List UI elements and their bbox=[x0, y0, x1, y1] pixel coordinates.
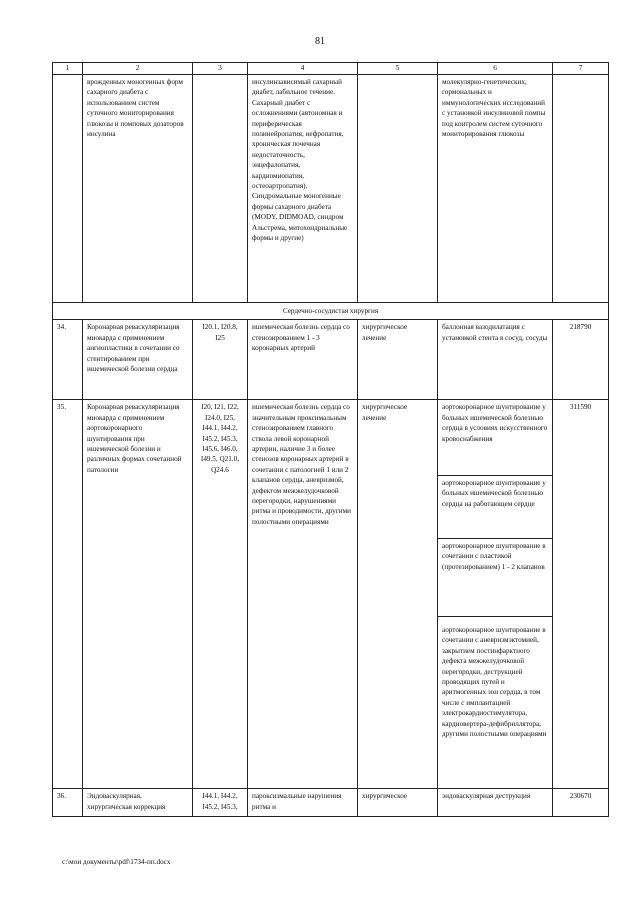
row-codes: I20.1, I20.8, I25 bbox=[193, 320, 248, 400]
cont-codes-cell bbox=[193, 75, 248, 303]
row-treatment: хирургическое bbox=[358, 789, 438, 817]
row-model: пароксизмальные нарушения ритма и bbox=[248, 789, 358, 817]
row-price: 311590 bbox=[553, 400, 609, 789]
row-name: Коронарная реваскуляризация миокарда с применением ангиопластики в сочетании со стентированием при ишемической болезни сердца bbox=[83, 320, 193, 400]
continuation-row bbox=[53, 75, 609, 303]
cont-num-cell bbox=[53, 75, 83, 303]
row-price: 230670 bbox=[553, 789, 609, 817]
row-treatment: хирургическое лечение bbox=[358, 320, 438, 400]
row-number: 35. bbox=[53, 400, 83, 789]
cont-model-cell: инсулинзависимый сахарный диабет, лабильное течение. Сахарный диабет с осложнениями (автономная и периферическая полинейропатия, нефропатия, хроническая почечная недостаточность, энцефалопатия, кардиомиопатия, остеоартропатия). Синдромальные моногенные формы сахарного диабета (MODY, DIDMOAD, синдром Альстрема, митохондриальные формы и другие) bbox=[248, 75, 358, 303]
method-item: аортокоронарное шунтирование у больных ишемической болезнью сердца на работающем сердце bbox=[438, 475, 552, 538]
row-method: баллонная вазодилатация с установкой стента в сосуд, сосуды bbox=[438, 320, 553, 400]
section-title: Сердечно-сосудистая хирургия bbox=[53, 303, 609, 320]
header-cell-6: 6 bbox=[438, 63, 553, 75]
row-codes: I44.1, I44.2, I45.2, I45.3, bbox=[193, 789, 248, 817]
methods-subtable bbox=[438, 400, 552, 788]
cont-methods-cell: молекулярно-генетических, гормональных и иммунологических исследований с установкой инсулиновой помпы под контролем систем суточного мониторирования глюкозы bbox=[438, 75, 553, 303]
cont-treatment-cell bbox=[358, 75, 438, 303]
method-item: аортокоронарное шунтирование в сочетании с пластикой (протезированием) 1 - 2 клапанов bbox=[438, 538, 552, 616]
row-model: ишемическая болезнь сердца со стенозированием 1 - 3 коронарных артерий bbox=[248, 320, 358, 400]
header-cell-7: 7 bbox=[553, 63, 609, 75]
row-name: Эндоваскулярная, хирургическая коррекция bbox=[83, 789, 193, 817]
row-treatment: хирургическое лечение bbox=[358, 400, 438, 789]
main-table bbox=[52, 62, 609, 817]
header-cell-4: 4 bbox=[248, 63, 358, 75]
header-cell-3: 3 bbox=[193, 63, 248, 75]
header-cell-1: 1 bbox=[53, 63, 83, 75]
cont-name-cell: врожденных моногенных форм сахарного диабета с использованием систем суточного мониторирования глюкозы и помповых дозаторов инсулина bbox=[83, 75, 193, 303]
row-number: 36. bbox=[53, 789, 83, 817]
method-item: аортокоронарное шунтирование в сочетании с аневризмэктомией, закрытием постинфарктного дефекта межжелудочковой перегородки, деструкцией проводящих путей и аритмогенных зон сердца, в том числе с имплантацией электрокардиостимулятора, кардиовертера-дефибриллятора, другими полостными операциями bbox=[442, 625, 547, 738]
row-number: 34. bbox=[53, 320, 83, 400]
row-model: ишемическая болезнь сердца со значительным проксимальным стенозированием главного ствола левой коронарной артерии, наличие 3 и более стенозов коронарных артерий в сочетании с патологией 1 или 2 клапанов сердца, аневризмой, дефектом межжелудочковой перегородки, нарушениями ритма и проводимости, другими полостными операциями bbox=[248, 400, 358, 789]
row-methods-cell bbox=[438, 400, 553, 789]
row-method: эндоваскулярная деструкция bbox=[438, 789, 553, 817]
table-row bbox=[53, 789, 609, 817]
row-codes: I20, I21, I22, I24.0, I25, I44.1, I44.2, I45.2, I45.3, I45.6, I46.0, I49.5, Q21.0, Q24.6 bbox=[193, 400, 248, 789]
method-item: аортокоронарное шунтирование у больных ишемической болезнью сердца в условиях искусственного кровоснабжения bbox=[438, 400, 552, 475]
table-row bbox=[53, 400, 609, 789]
row-price: 218790 bbox=[553, 320, 609, 400]
footer-file-path: c:\мои документы\pdf\1734-пп.docx bbox=[62, 858, 171, 866]
header-cell-2: 2 bbox=[83, 63, 193, 75]
header-cell-5: 5 bbox=[358, 63, 438, 75]
table-row bbox=[53, 320, 609, 400]
cont-price-cell bbox=[553, 75, 609, 303]
table-header-row bbox=[53, 63, 609, 75]
row-name: Коронарная реваскуляризация миокарда с применением аортокоронарного шунтирования при ишемической болезни и различных формах сочетанной патологии bbox=[83, 400, 193, 789]
page-number: 81 bbox=[315, 36, 325, 47]
section-row bbox=[53, 303, 609, 320]
